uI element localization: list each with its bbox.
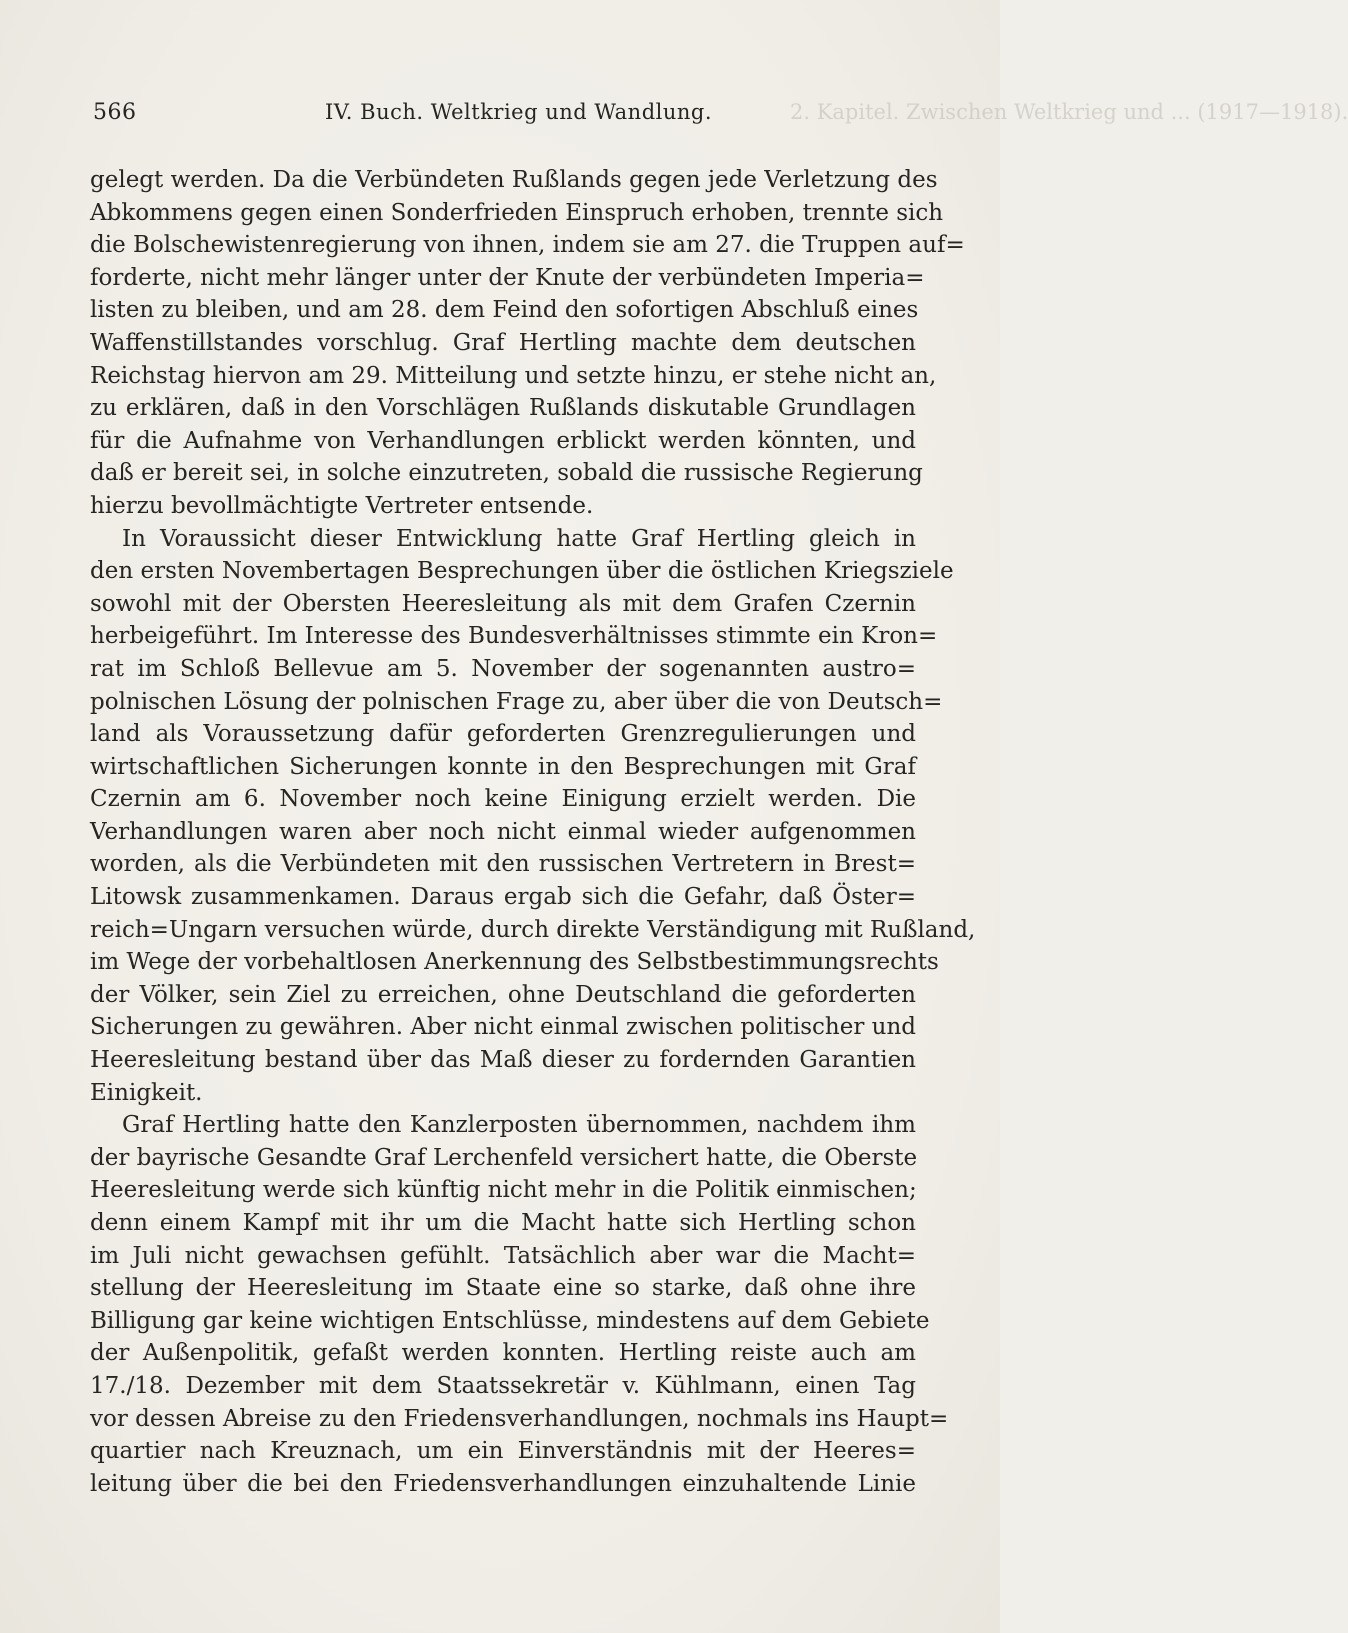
text-line: land als Voraussetzung dafür geforderten Grenzregulierungen und bbox=[90, 721, 916, 748]
text-line: Verhandlungen waren aber noch nicht einmal wieder aufgenommen bbox=[90, 818, 916, 845]
text-line: In Voraussicht dieser Entwicklung hatte Graf Hertling gleich in bbox=[122, 525, 916, 552]
text-line: gelegt werden. Da die Verbündeten Rußlands gegen jede Verletzung des bbox=[90, 167, 938, 193]
text-line: den ersten Novembertagen Besprechungen über die östlichen Kriegsziele bbox=[90, 558, 954, 585]
text-line: im Juli nicht gewachsen gefühlt. Tatsächlich aber war die Macht= bbox=[90, 1242, 916, 1269]
text-line: Sicherungen zu gewähren. Aber nicht einmal zwischen politischer und bbox=[90, 1014, 917, 1041]
text-line: Abkommens gegen einen Sonderfrieden Einspruch erhoben, trennte sich bbox=[90, 199, 944, 226]
text-line: vor dessen Abreise zu den Friedensverhandlungen, nochmals ins Haupt= bbox=[90, 1405, 949, 1432]
text-line: Czernin am 6. November noch keine Einigung erzielt werden. Die bbox=[90, 786, 916, 813]
body-text bbox=[90, 164, 976, 1500]
text-line: für die Aufnahme von Verhandlungen erblickt werden könnten, und bbox=[90, 427, 916, 454]
text-line: der Außenpolitik, gefaßt werden konnten. Hertling reiste auch am bbox=[90, 1340, 916, 1367]
text-line: daß er bereit sei, in solche einzutreten, sobald die russische Regierung bbox=[90, 460, 923, 487]
text-line: listen zu bleiben, und am 28. dem Feind den sofortigen Abschluß eines bbox=[90, 297, 919, 324]
text-line: Waffenstillstandes vorschlug. Graf Hertling machte dem deutschen bbox=[90, 329, 916, 356]
text-line: Litowsk zusammenkamen. Daraus ergab sich die Gefahr, daß Öster= bbox=[90, 884, 916, 911]
text-line: sowohl mit der Obersten Heeresleitung als mit dem Grafen Czernin bbox=[90, 590, 916, 617]
running-head: IV. Buch. Weltkrieg und Wandlung. bbox=[325, 100, 713, 124]
show-through-text: 2. Kapitel. Zwischen Weltkrieg und ... (1917—1918). bbox=[790, 100, 1348, 124]
text-line: denn einem Kampf mit ihr um die Macht hatte sich Hertling schon bbox=[90, 1210, 916, 1236]
text-line: Heeresleitung werde sich künftig nicht mehr in die Politik einmischen; bbox=[90, 1177, 917, 1204]
text-line: der Völker, sein Ziel zu erreichen, ohne Deutschland die geforderten bbox=[90, 981, 916, 1008]
text-line: Heeresleitung bestand über das Maß dieser zu fordernden Garantien bbox=[90, 1047, 916, 1074]
text-line: die Bolschewistenregierung von ihnen, indem sie am 27. die Truppen auf= bbox=[90, 232, 965, 259]
text-line: rat im Schloß Bellevue am 5. November der sogenannten austro= bbox=[90, 655, 916, 682]
text-line: Billigung gar keine wichtigen Entschlüsse, mindestens auf dem Gebiete bbox=[90, 1307, 930, 1334]
text-line: reich=Ungarn versuchen würde, durch direkte Verständigung mit Rußland, bbox=[90, 916, 976, 943]
text-line: zu erklären, daß in den Vorschlägen Rußlands diskutable Grundlagen bbox=[90, 395, 916, 422]
text-line: quartier nach Kreuznach, um ein Einverständnis mit der Heeres= bbox=[90, 1438, 916, 1465]
text-line: Graf Hertling hatte den Kanzlerposten übernommen, nachdem ihm bbox=[122, 1112, 916, 1139]
text-line: wirtschaftlichen Sicherungen konnte in den Besprechungen mit Graf bbox=[90, 753, 916, 780]
text-line: Einigkeit. bbox=[90, 1079, 203, 1106]
text-line: der bayrische Gesandte Graf Lerchenfeld versichert hatte, die Oberste bbox=[90, 1144, 918, 1171]
text-line: Reichstag hiervon am 29. Mitteilung und setzte hinzu, er stehe nicht an, bbox=[90, 362, 937, 389]
text-line: hierzu bevollmächtigte Vertreter entsende. bbox=[90, 492, 594, 519]
text-line: leitung über die bei den Friedensverhandlungen einzuhaltende Linie bbox=[90, 1470, 916, 1497]
text-line: herbeigeführt. Im Interesse des Bundesverhältnisses stimmte ein Kron= bbox=[90, 623, 938, 650]
text-line: im Wege der vorbehaltlosen Anerkennung des Selbstbestimmungsrechts bbox=[90, 949, 939, 976]
text-line: stellung der Heeresleitung im Staate eine so starke, daß ohne ihre bbox=[90, 1275, 916, 1302]
page-number: 566 bbox=[93, 100, 137, 125]
text-line: worden, als die Verbündeten mit den russischen Vertretern in Brest= bbox=[90, 851, 916, 878]
text-line: 17./18. Dezember mit dem Staatssekretär v. Kühlmann, einen Tag bbox=[90, 1372, 916, 1399]
text-line: polnischen Lösung der polnischen Frage zu, aber über die von Deutsch= bbox=[90, 688, 943, 715]
text-line: forderte, nicht mehr länger unter der Knute der verbündeten Imperia= bbox=[90, 264, 925, 291]
